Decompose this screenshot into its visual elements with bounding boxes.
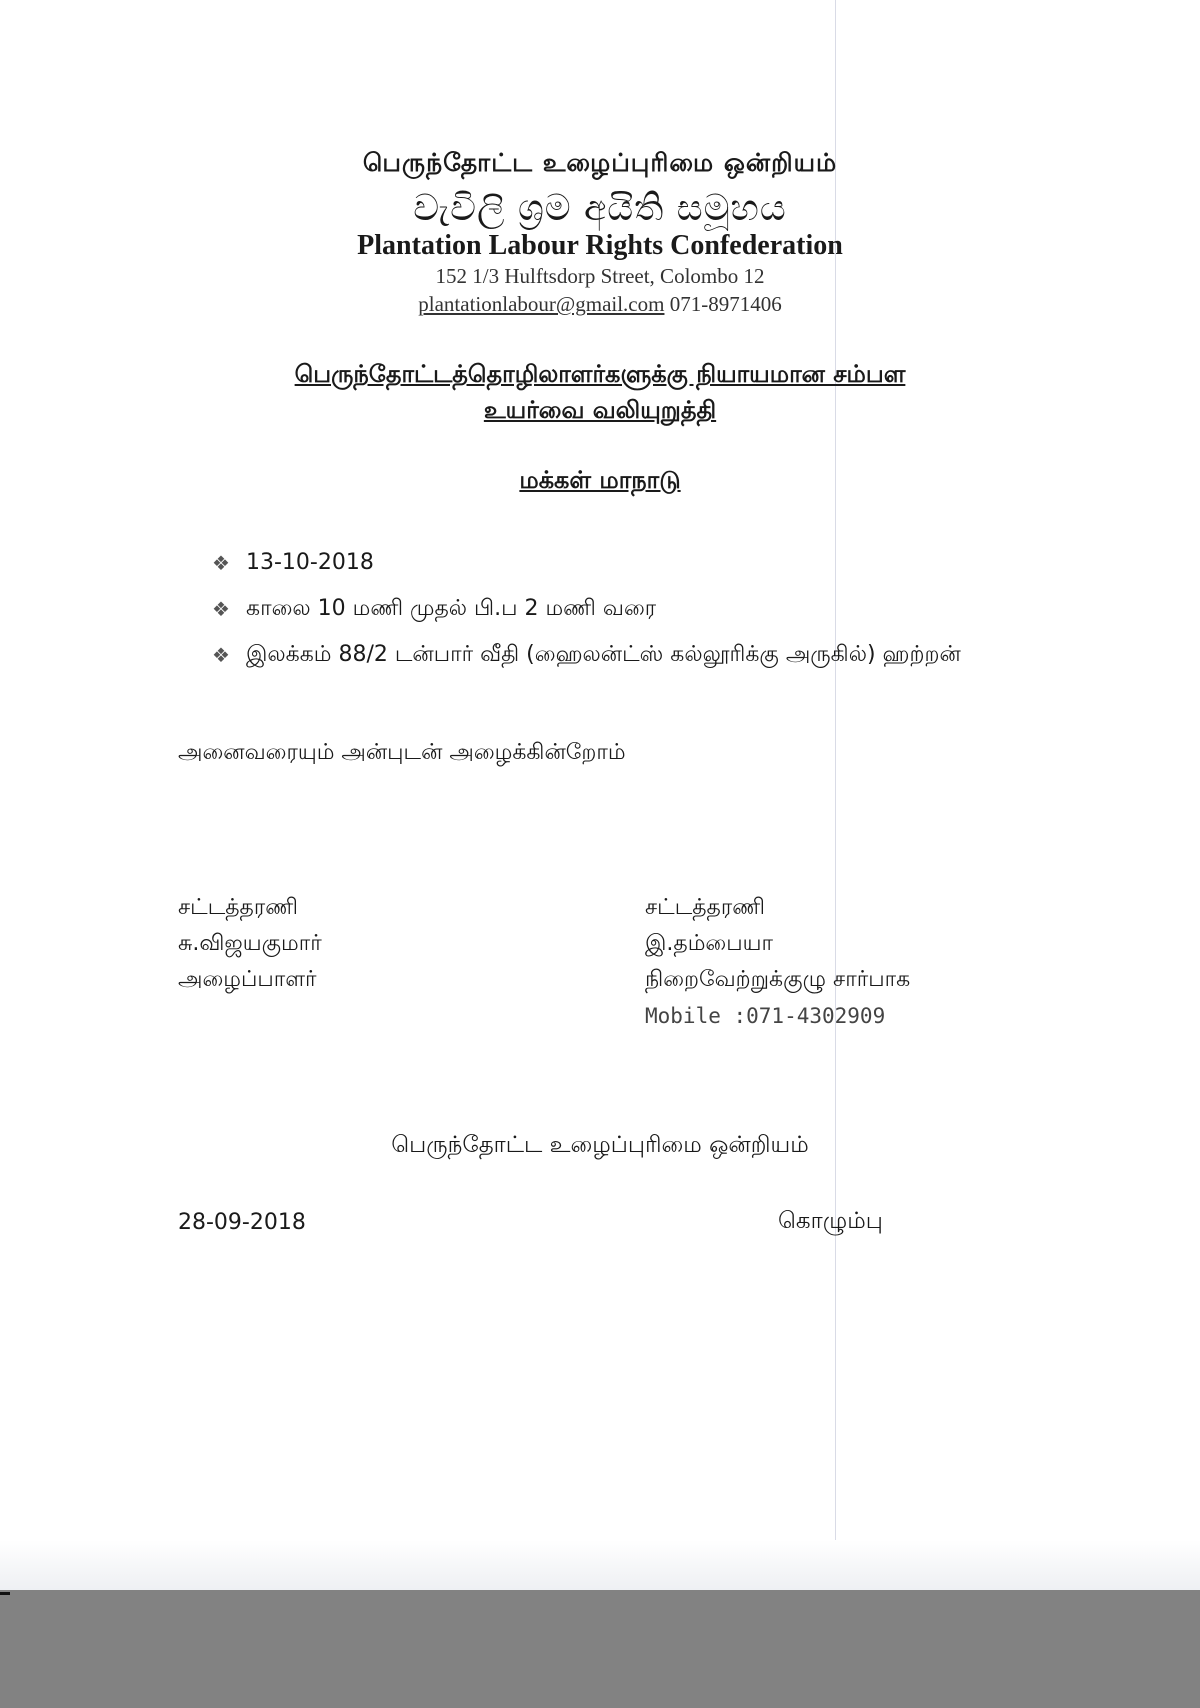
- org-contact: [0, 292, 1200, 317]
- event-venue-text: இலக்கம் 88/2 டன்பார் வீதி (ஹைலன்ட்ஸ் கல்லூரிக்கு அருகில்) ஹற்றன்: [246, 642, 961, 667]
- scan-background-bar: [0, 1590, 1200, 1708]
- org-address: 152 1/3 Hulftsdorp Street, Colombo 12: [435, 264, 765, 288]
- letter-date: 28-09-2018: [178, 1210, 306, 1235]
- signatory-right-name: இ.தம்பையா: [645, 931, 773, 956]
- letter-place: கொழும்பு: [778, 1208, 883, 1234]
- signatory-left-name: சு.விஜயகுமார்: [178, 931, 322, 956]
- scan-edge-mark: [0, 1592, 10, 1595]
- signatory-left-role: அழைப்பாளர்: [178, 967, 317, 992]
- signatory-right-role: நிறைவேற்றுக்குழு சார்பாக: [645, 967, 911, 992]
- event-date-item: [212, 540, 972, 586]
- notice-title-line-2: உயர்வை வலியுறுத்தி: [483, 396, 717, 424]
- event-details-list: [212, 540, 972, 678]
- footer-org-name: பெருந்தோட்ட உழைப்புரிமை ஒன்றியம்: [391, 1132, 809, 1158]
- notice-title-line-1: பெருந்தோட்டத்தொழிலாளர்களுக்கு நியாயமான சம்பள: [294, 360, 906, 388]
- org-name-tamil: பெருந்தோட்ட உழைப்புரிமை ஒன்றியம்: [362, 148, 838, 177]
- event-time-text: காலை 10 மணி முதல் பி.ப 2 மணி வரை: [246, 596, 657, 621]
- diamond-bullet-icon: ❖: [212, 551, 230, 575]
- org-name-sinhala: වැවිලි ශ්‍රම අයිති සමූහය: [413, 188, 787, 229]
- org-phone: 071-8971406: [669, 292, 782, 316]
- signatory-right: [645, 890, 910, 1034]
- diamond-bullet-icon: ❖: [212, 597, 230, 621]
- invitation-text: அனைவரையும் அன்புடன் அழைக்கின்றோம்: [178, 740, 626, 765]
- diamond-bullet-icon: ❖: [212, 643, 230, 667]
- signatory-right-mobile: Mobile :071-4302909: [645, 1004, 886, 1028]
- event-time-item: [212, 586, 972, 632]
- signatory-left: [178, 890, 322, 998]
- page-bottom-shadow: [0, 1540, 1200, 1590]
- signatory-left-title: சட்டத்தரணி: [178, 895, 298, 920]
- org-email-link[interactable]: plantationlabour@gmail.com: [418, 292, 665, 316]
- event-name: மக்கள் மாநாடு: [519, 466, 681, 494]
- org-name-english: Plantation Labour Rights Confederation: [357, 230, 843, 261]
- event-venue-item: [212, 632, 972, 678]
- signatory-right-title: சட்டத்தரணி: [645, 895, 765, 920]
- event-date-text: 13-10-2018: [246, 550, 374, 575]
